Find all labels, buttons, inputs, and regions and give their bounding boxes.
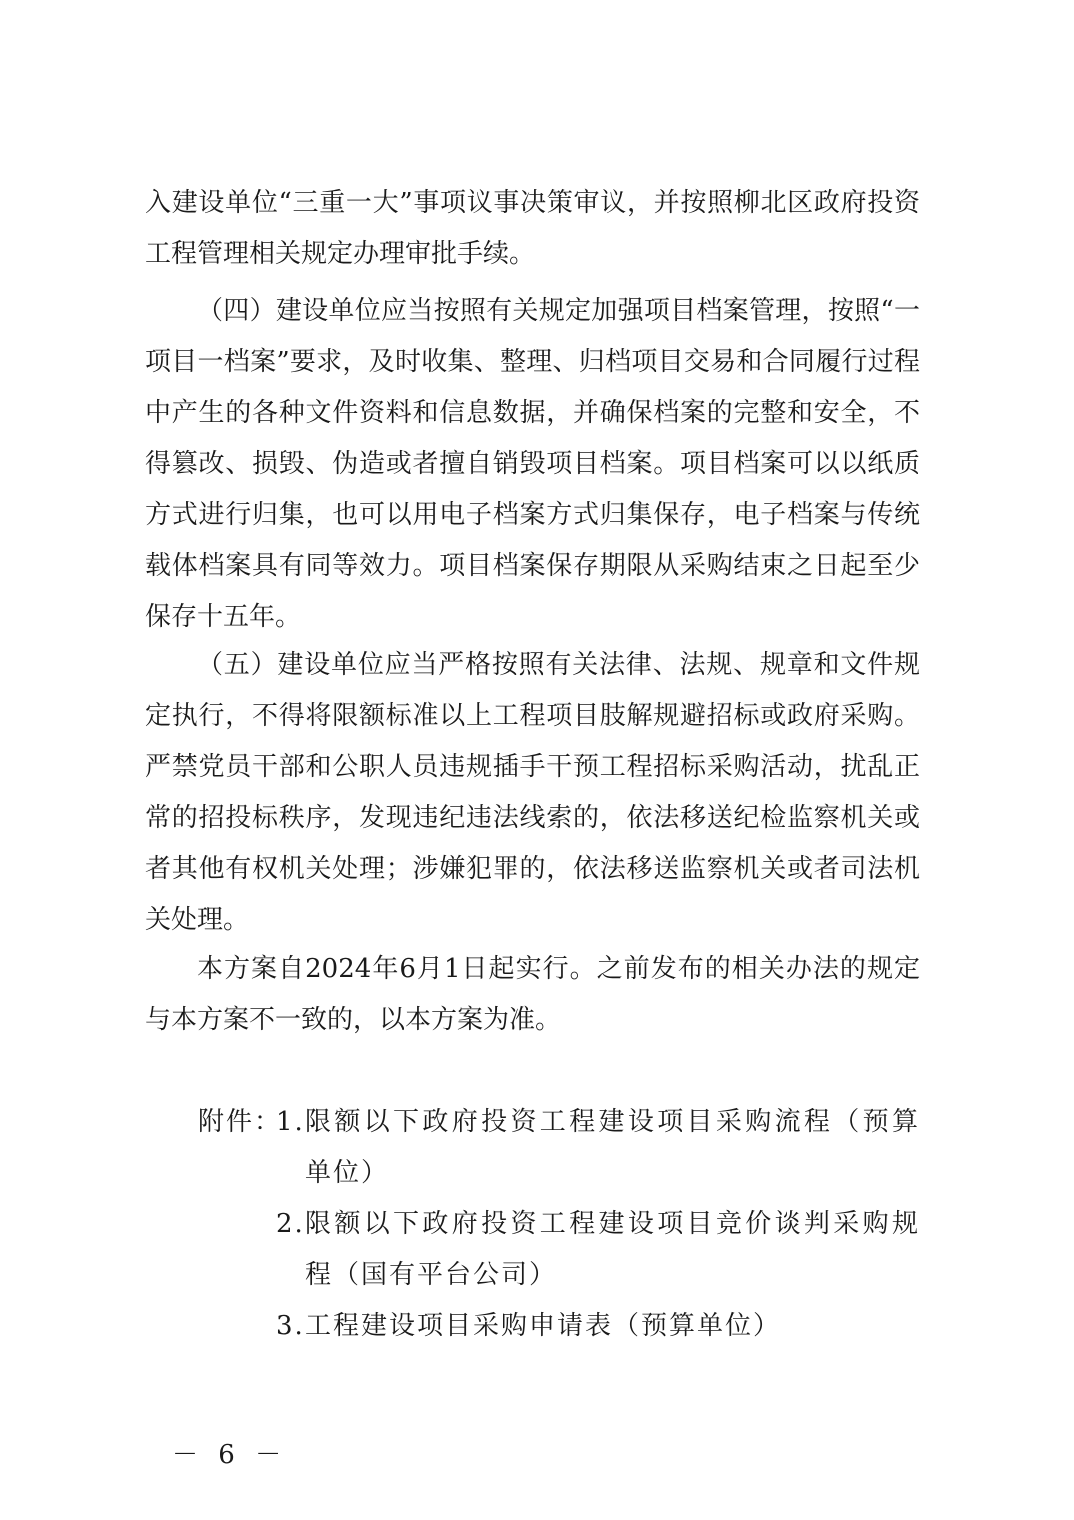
attachment-number: 3. <box>276 1311 305 1341</box>
attachment-list <box>276 1097 920 1352</box>
attachment-title: 限额以下政府投资工程建设项目竞价谈判采购规程（国有平台公司） <box>305 1209 920 1290</box>
paragraph-item-four: （四）建设单位应当按照有关规定加强项目档案管理，按照“一项目一档案”要求，及时收集、整理、归档项目交易和合同履行过程中产生的各种文件资料和信息数据，并确保档案的完整和安全，不得篡改、损毁、伪造或者擅自销毁项目档案。项目档案可以以纸质方式进行归集，也可以用电子档案方式归集保存，电子档案与传统载体档案具有同等效力。项目档案保存期限从采购结束之日起至少保存十五年。 <box>145 296 920 632</box>
attachment-number: 1. <box>276 1107 305 1137</box>
paragraph-continuation: 入建设单位“三重一大”事项议事决策审议，并按照柳北区政府投资工程管理相关规定办理审批手续。 <box>145 188 920 269</box>
attachment-number: 2. <box>276 1209 305 1239</box>
attachments-label: 附件： <box>198 1107 283 1137</box>
paragraph-item-five: （五）建设单位应当严格按照有关法律、法规、规章和文件规定执行，不得将限额标准以上工程项目肢解规避招标或政府采购。严禁党员干部和公职人员违规插手干预工程招标采购活动，扰乱正常的招投标秩序，发现违纪违法线索的，依法移送纪检监察机关或者其他有权机关处理；涉嫌犯罪的，依法移送监察机关或者司法机关处理。 <box>145 650 920 935</box>
page-number: － 6 － <box>172 1440 288 1470</box>
paragraph-effective-date: 本方案自2024年6月1日起实行。之前发布的相关办法的规定与本方案不一致的，以本方案为准。 <box>145 954 920 1035</box>
attachments-section <box>198 1097 920 1352</box>
attachment-title: 限额以下政府投资工程建设项目采购流程（预算单位） <box>305 1107 920 1188</box>
attachment-item <box>276 1301 920 1352</box>
attachment-title: 工程建设项目采购申请表（预算单位） <box>305 1311 782 1341</box>
attachment-item <box>276 1097 920 1199</box>
attachment-item <box>276 1199 920 1301</box>
